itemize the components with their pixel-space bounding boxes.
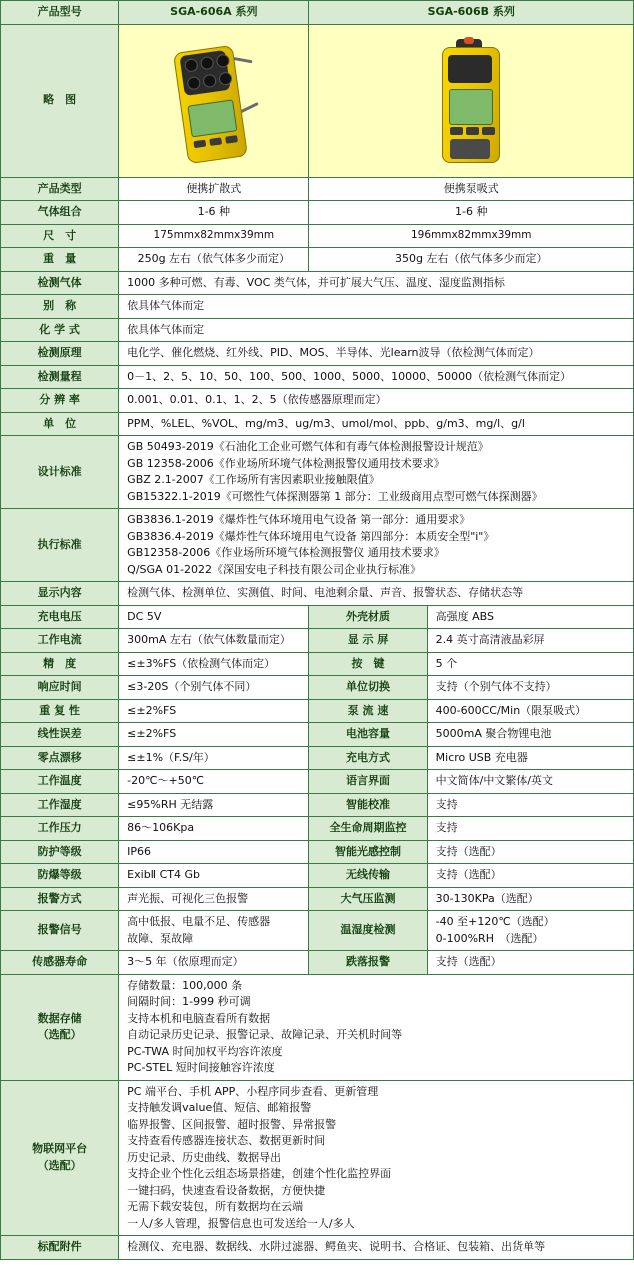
table-row-diagram: [1, 24, 634, 177]
list-item: GB15322.1-2019《可燃性气体探测器第 1 部分：工业级商用点型可燃气体探测器》: [127, 489, 543, 503]
list-item: GB12358-2006《作业场所环境气体检测报警仪 通用技术要求》: [127, 546, 445, 559]
size-label: 尺 寸: [1, 224, 119, 248]
iot-platform-label: [1, 1080, 119, 1236]
spec-value-left: ≤±1%（F.S/年）: [119, 746, 309, 770]
table-row-resolution: [1, 389, 634, 413]
spec-label-right: 显 示 屏: [309, 629, 427, 653]
list-item: GB 12358-2006《作业场所环境气体检测报警仪通用技术要求》: [127, 456, 445, 470]
range-label: 检测量程: [1, 365, 119, 389]
list-item: 自动记录历史记录、报警记录、故障记录、开关机时间等: [127, 1028, 403, 1041]
spec-value-right: 支持（选配）: [427, 840, 633, 864]
display-content-label: 显示内容: [1, 582, 119, 606]
spec-value-left: ≤±3%FS（依检测气体而定）: [119, 652, 309, 676]
spec-value-right: 支持: [427, 793, 633, 817]
spec-value-right: 5000mA 聚合物锂电池: [427, 723, 633, 747]
list-item: 历史记录、历史曲线、数据导出: [127, 1150, 282, 1164]
temp-humidity-label: 温湿度检测: [309, 911, 427, 951]
table-row-formula: [1, 318, 634, 342]
design-standard-list: [119, 436, 634, 509]
diagram-label: 略 图: [1, 24, 119, 177]
spec-label-left: 精 度: [1, 652, 119, 676]
detect-gas-label: 检测气体: [1, 271, 119, 295]
list-item: GB 50493-2019《石油化工企业可燃气体和有毒气体检测报警设计规范》: [127, 440, 489, 453]
size-a: 175mmx82mmx39mm: [119, 224, 309, 248]
table-row-spec: [1, 864, 634, 888]
range-value: 0－1、2、5、10、50、100、500、1000、5000、10000、50000（依检测气体而定）: [119, 365, 634, 389]
list-item: GB3836.4-2019《爆炸性气体环境用电气设备 第四部分：本质安全型"i"》: [127, 529, 495, 543]
alarm-signal-label: 报警信号: [1, 911, 119, 951]
spec-label-left: 重 复 性: [1, 699, 119, 723]
spec-label-left: 工作电流: [1, 629, 119, 653]
product-type-a: 便携扩散式: [119, 177, 309, 201]
list-item: PC-TWA 时间加权平均容许浓度: [127, 1044, 283, 1058]
table-row-spec: [1, 676, 634, 700]
table-row-iot-platform: [1, 1080, 634, 1236]
list-item: GB3836.1-2019《爆炸性气体环境用电气设备 第一部分：通用要求》: [127, 513, 471, 526]
table-row-gas-combo: [1, 201, 634, 225]
list-item: 间隔时间：1-999 秒可调: [127, 995, 251, 1008]
formula-value: 依具体气体而定: [119, 318, 634, 342]
gas-combo-a: 1-6 种: [119, 201, 309, 225]
drop-alarm-label: 跌落报警: [309, 951, 427, 975]
spec-value-left: DC 5V: [119, 605, 309, 629]
design-standard-label: 设计标准: [1, 436, 119, 509]
spec-value-right: 400-600CC/Min（限泵吸式）: [427, 699, 633, 723]
table-row-alarm-signal: [1, 911, 634, 951]
spec-value-left: IP66: [119, 840, 309, 864]
portable-diffusion-detector-icon: [158, 35, 269, 165]
list-item: PC 端平台、手机 APP、小程序同步查看、更新管理: [127, 1084, 379, 1098]
list-item: GBZ 2.1-2007《工作场所有害因素职业接触限值》: [127, 473, 380, 486]
product-type-b: 便携泵吸式: [309, 177, 634, 201]
list-item: 支持企业个性化云组态场景搭建，创建个性化监控界面: [127, 1167, 392, 1180]
size-b: 196mmx82mmx39mm: [309, 224, 634, 248]
spec-value-left: ≤3-20S（个别气体不同）: [119, 676, 309, 700]
spec-value-left: ≤95%RH 无结露: [119, 793, 309, 817]
spec-value-left: ExibⅡ CT4 Gb: [119, 864, 309, 888]
display-content-value: 检测气体、检测单位、实测值、时间、电池剩余量、声音、报警状态、存储状态等: [119, 582, 634, 606]
table-row-data-storage: [1, 974, 634, 1080]
spec-value-right: 支持（个别气体不支持）: [427, 676, 633, 700]
spec-label-right: 智能光感控制: [309, 840, 427, 864]
spec-label-right: 全生命周期监控: [309, 817, 427, 841]
spec-value-left: ≤±2%FS: [119, 699, 309, 723]
detect-gas-value: 1000 多种可燃、有毒、VOC 类气体，并可扩展大气压、温度、湿度监测指标: [119, 271, 634, 295]
table-row-spec: [1, 723, 634, 747]
list-item: Q/SGA 01-2022《深国安电子科技有限公司企业执行标准》: [127, 562, 422, 576]
table-row-alias: [1, 295, 634, 319]
formula-label: 化 学 式: [1, 318, 119, 342]
drop-alarm-value: 支持（选配）: [427, 951, 633, 975]
spec-value-right: 2.4 英寸高清液晶彩屏: [427, 629, 633, 653]
spec-label-left: 响应时间: [1, 676, 119, 700]
principle-label: 检测原理: [1, 342, 119, 366]
list-item: 临界报警、区间报警、超时报警、异常报警: [127, 1117, 337, 1131]
list-item: 一人/多人管理，报警信息也可发送给一人/多人: [127, 1216, 355, 1230]
table-row-detect-gas: [1, 271, 634, 295]
table-row-unit: [1, 412, 634, 436]
table-row-spec: [1, 605, 634, 629]
table-row-spec: [1, 887, 634, 911]
spec-label-left: 报警方式: [1, 887, 119, 911]
spec-label-right: 外壳材质: [309, 605, 427, 629]
device-image-b: [309, 24, 634, 177]
weight-b: 350g 左右（依气体多少而定）: [309, 248, 634, 272]
spec-value-right: Micro USB 充电器: [427, 746, 633, 770]
sensor-life-value: 3～5 年（依原理而定）: [119, 951, 309, 975]
alarm-signal-value: [119, 911, 309, 951]
spec-label-right: 语言界面: [309, 770, 427, 794]
table-row-header: [1, 1, 634, 25]
table-row-product-type: [1, 177, 634, 201]
spec-value-left: 300mA 左右（依气体数量而定）: [119, 629, 309, 653]
temp-humidity-value: [427, 911, 633, 951]
table-row-spec: [1, 793, 634, 817]
iot-platform-label-line2: （选配）: [37, 1158, 82, 1172]
exec-standard-list: [119, 509, 634, 582]
unit-value: PPM、%LEL、%VOL、mg/m3、ug/m3、umol/mol、ppb、g/m3、mg/l、g/l: [119, 412, 634, 436]
data-storage-label-line2: （选配）: [37, 1028, 82, 1041]
data-storage-label-line1: 数据存储: [37, 1011, 82, 1025]
weight-label: 重 量: [1, 248, 119, 272]
list-item: 支持触发调value值、短信、邮箱报警: [127, 1101, 312, 1114]
spec-value-right: 5 个: [427, 652, 633, 676]
spec-label-left: 充电电压: [1, 605, 119, 629]
spec-label-left: 工作温度: [1, 770, 119, 794]
table-row-weight: [1, 248, 634, 272]
table-row-principle: [1, 342, 634, 366]
spec-value-left: ≤±2%FS: [119, 723, 309, 747]
iot-platform-list: [119, 1080, 634, 1236]
list-item: 0-100%RH （选配）: [435, 931, 544, 945]
gas-combo-b: 1-6 种: [309, 201, 634, 225]
alias-label: 别 称: [1, 295, 119, 319]
spec-label-right: 泵 流 速: [309, 699, 427, 723]
spec-label-left: 防护等级: [1, 840, 119, 864]
table-row-spec: [1, 652, 634, 676]
spec-label-left: 线性误差: [1, 723, 119, 747]
spec-label-right: 智能校准: [309, 793, 427, 817]
accessory-value: 检测仪、充电器、数据线、水阱过滤器、鳄鱼夹、说明书、合格证、包装箱、出货单等: [119, 1236, 634, 1260]
data-storage-label: [1, 974, 119, 1080]
table-row-spec: [1, 746, 634, 770]
table-row-sensor-life: [1, 951, 634, 975]
resolution-label: 分 辨 率: [1, 389, 119, 413]
exec-standard-label: 执行标准: [1, 509, 119, 582]
table-row-accessory: [1, 1236, 634, 1260]
table-row-spec: [1, 770, 634, 794]
table-row-range: [1, 365, 634, 389]
spec-label-right: 大气压监测: [309, 887, 427, 911]
accessory-label: 标配附件: [1, 1236, 119, 1260]
table-row-design-standard: [1, 436, 634, 509]
iot-platform-label-line1: 物联网平台: [32, 1142, 88, 1156]
spec-label-right: 电池容量: [309, 723, 427, 747]
model-b-header: SGA-606B 系列: [309, 1, 634, 25]
spec-label-left: 工作湿度: [1, 793, 119, 817]
spec-label-right: 充电方式: [309, 746, 427, 770]
spec-value-left: 声光振、可视化三色报警: [119, 887, 309, 911]
model-label: 产品型号: [1, 1, 119, 25]
list-item: 存储数量：100,000 条: [127, 978, 243, 992]
list-item: 支持本机和电脑查看所有数据: [127, 1011, 271, 1025]
product-type-label: 产品类型: [1, 177, 119, 201]
unit-label: 单 位: [1, 412, 119, 436]
list-item: 支持查看传感器连接状态、数据更新时间: [127, 1134, 326, 1147]
spec-label-right: 按 键: [309, 652, 427, 676]
list-item: PC-STEL 短时间接触容许浓度: [127, 1061, 275, 1074]
table-row-spec: [1, 699, 634, 723]
table-row-spec: [1, 817, 634, 841]
spec-label-right: 无线传输: [309, 864, 427, 888]
spec-label-right: 单位切换: [309, 676, 427, 700]
gas-combo-label: 气体组合: [1, 201, 119, 225]
list-item: 无需下载安装包，所有数据均在云端: [127, 1200, 304, 1213]
spec-value-right: 高强度 ABS: [427, 605, 633, 629]
weight-a: 250g 左右（依气体多少而定）: [119, 248, 309, 272]
table-row-size: [1, 224, 634, 248]
portable-pump-detector-icon: [436, 37, 506, 165]
sensor-life-label: 传感器寿命: [1, 951, 119, 975]
alias-value: 依具体气体而定: [119, 295, 634, 319]
list-item: 高中低报、电量不足、传感器: [127, 915, 271, 928]
spec-value-right: 中文简体/中文繁体/英文: [427, 770, 633, 794]
principle-value: 电化学、催化燃烧、红外线、PID、MOS、半导体、光learn波导（依检测气体而定）: [119, 342, 634, 366]
spec-value-left: 86～106Kpa: [119, 817, 309, 841]
table-row-spec: [1, 840, 634, 864]
model-a-header: SGA-606A 系列: [119, 1, 309, 25]
list-item: 一键扫码，快速查看设备数据，方便快捷: [127, 1183, 326, 1197]
spec-value-right: 30-130KPa（选配）: [427, 887, 633, 911]
spec-label-left: 零点漂移: [1, 746, 119, 770]
spec-value-left: -20℃～+50℃: [119, 770, 309, 794]
spec-value-right: 支持: [427, 817, 633, 841]
spec-label-left: 工作压力: [1, 817, 119, 841]
resolution-value: 0.001、0.01、0.1、1、2、5（依传感器原理而定）: [119, 389, 634, 413]
list-item: 故障、泵故障: [127, 931, 194, 945]
spec-value-right: 支持（选配）: [427, 864, 633, 888]
table-row-exec-standard: [1, 509, 634, 582]
device-image-a: [119, 24, 309, 177]
data-storage-list: [119, 974, 634, 1080]
list-item: -40 至+120℃（选配）: [435, 915, 555, 928]
table-row-display-content: [1, 582, 634, 606]
table-row-spec: [1, 629, 634, 653]
spec-label-left: 防爆等级: [1, 864, 119, 888]
